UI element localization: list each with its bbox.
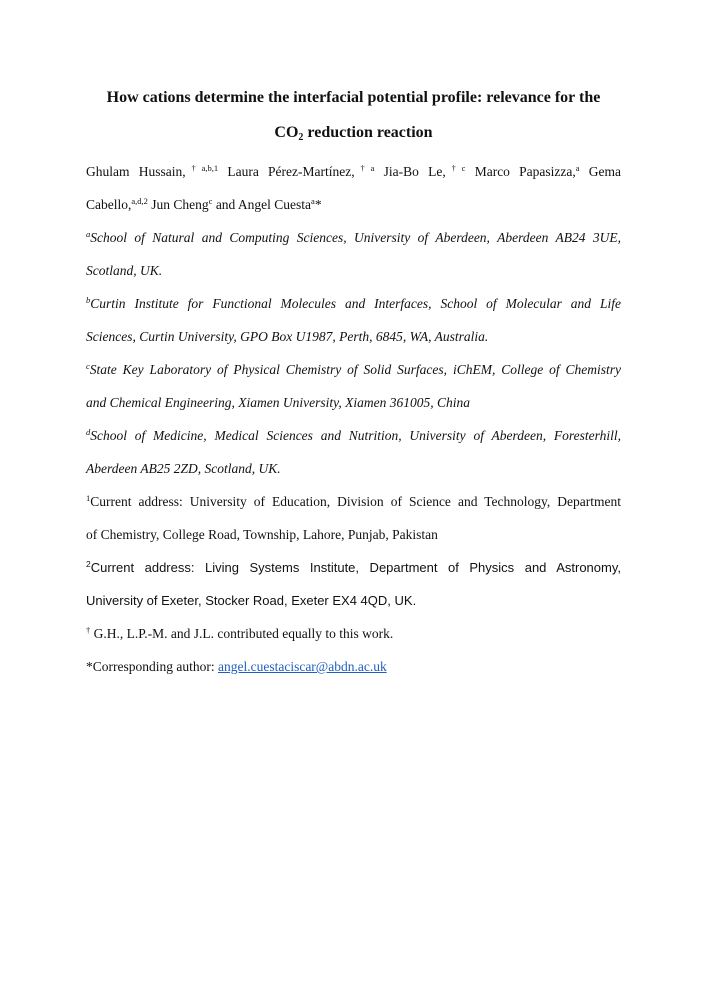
author-le: Jia-Bo Le, xyxy=(383,164,446,179)
affiliation-text: School of Medicine, Medical Sciences and Nutrition, University of Aberdeen, Foresterhill, xyxy=(90,428,621,443)
paper-title-line-1: How cations determine the interfacial potential profile: relevance for the xyxy=(106,89,601,106)
address-2-line-2: University of Exeter, Stocker Road, Exeter EX4 4QD, UK. xyxy=(86,593,417,608)
affiliation-d-line-1 xyxy=(86,428,621,444)
affiliation-sup: c xyxy=(86,361,90,371)
corresponding-author-label: *Corresponding author: xyxy=(86,659,218,674)
author-sup: †c xyxy=(445,163,466,173)
author-line-1 xyxy=(86,164,621,180)
affiliation-c-line-1 xyxy=(86,362,621,378)
title-co: CO xyxy=(274,124,299,141)
author-sup: c xyxy=(208,196,213,206)
author-cabello: Cabello, xyxy=(86,197,132,212)
address-text: Current address: University of Education, Division of Science and Technology, Department xyxy=(90,494,621,509)
affiliation-d-line-2: Aberdeen AB25 2ZD, Scotland, UK. xyxy=(86,461,281,476)
affiliation-sup: a xyxy=(86,229,91,239)
title-rest: reduction reaction xyxy=(303,124,433,141)
affiliation-text: Curtin Institute for Functional Molecules and Interfaces, School of Molecular and Life xyxy=(90,296,621,311)
equal-contribution-note xyxy=(86,626,621,642)
affiliation-text: School of Natural and Computing Sciences, University of Aberdeen, Aberdeen AB24 3UE, xyxy=(90,230,621,245)
author-hussain: Ghulam Hussain, xyxy=(86,164,186,179)
dagger-mark: † xyxy=(86,625,91,635)
affiliation-sup: d xyxy=(86,427,91,437)
author-cabello-first: Gema xyxy=(588,164,622,179)
address-1-line-1 xyxy=(86,494,621,510)
author-papasizza: Marco Papasizza, xyxy=(474,164,576,179)
corresponding-author-email-link[interactable]: angel.cuestaciscar@abdn.ac.uk xyxy=(217,659,387,674)
corresponding-author-line xyxy=(86,659,621,675)
address-text: Current address: Living Systems Institute, Department of Physics and Astronomy, xyxy=(90,560,621,575)
title-subscript-2: 2 xyxy=(298,132,304,143)
affiliation-b-line-1 xyxy=(86,296,621,312)
author-sup: †a,b,1 xyxy=(185,163,219,173)
affiliation-a-line-2: Scotland, UK. xyxy=(86,263,163,278)
address-1-line-2: of Chemistry, College Road, Township, Lahore, Punjab, Pakistan xyxy=(86,527,438,542)
address-sup: 1 xyxy=(86,493,91,503)
author-cheng: Jun Cheng xyxy=(147,197,209,212)
author-sup: a xyxy=(575,163,580,173)
author-sup: a xyxy=(311,196,315,206)
author-sup: a,d,2 xyxy=(131,196,148,206)
paper-title-line-2 xyxy=(70,124,637,142)
address-sup: 2 xyxy=(86,559,91,569)
equal-contribution-text: G.H., L.P.-M. and J.L. contributed equally to this work. xyxy=(90,626,394,641)
author-perez-martinez: Laura Pérez-Martínez, xyxy=(227,164,355,179)
author-line-2 xyxy=(86,197,621,213)
affiliation-sup: b xyxy=(86,295,91,305)
author-sup: †a xyxy=(354,163,375,173)
affiliation-b-line-2: Sciences, Curtin University, GPO Box U1987, Perth, 6845, WA, Australia. xyxy=(86,329,489,344)
affiliation-text: State Key Laboratory of Physical Chemistry of Solid Surfaces, iChEM, College of Chemistry xyxy=(89,362,621,377)
affiliation-a-line-1 xyxy=(86,230,621,246)
author-cuesta: and Angel Cuesta xyxy=(212,197,312,212)
address-2-line-1 xyxy=(86,560,621,576)
corresponding-star: * xyxy=(314,197,322,212)
affiliation-c-line-2: and Chemical Engineering, Xiamen University, Xiamen 361005, China xyxy=(86,395,470,410)
